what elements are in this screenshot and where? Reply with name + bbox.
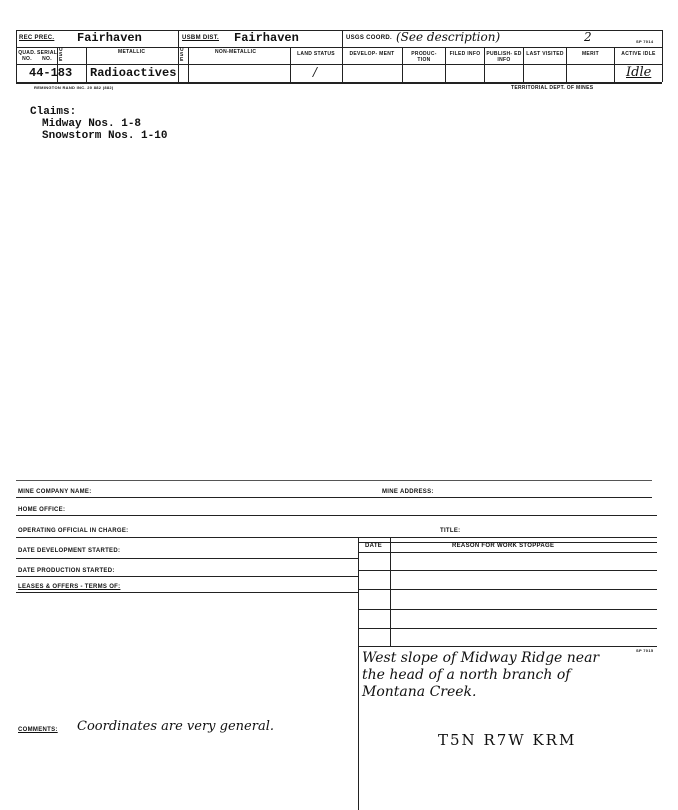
top-rule [16, 480, 652, 481]
claims-heading: Claims: [30, 106, 77, 118]
rec-prec-label: REC PREC. [19, 35, 55, 41]
vline [566, 47, 567, 82]
form-number: SP 7014 [636, 39, 654, 44]
operating-official-label: OPERATING OFFICIAL IN CHARGE: [18, 528, 129, 534]
location-line: West slope of Midway Ridge near [362, 650, 600, 666]
center-divider [358, 537, 359, 810]
col-merit: MERIT [581, 51, 600, 57]
rule [358, 628, 657, 629]
col-last-visited: LAST VISITED [526, 51, 564, 57]
rule [358, 609, 657, 610]
home-office-label: HOME OFFICE: [18, 507, 66, 513]
col-published-info: PUBLISH- ED INFO [486, 51, 522, 63]
vline [86, 47, 87, 82]
vline [290, 47, 291, 82]
date-development-label: DATE DEVELOPMENT STARTED: [18, 548, 121, 554]
rule [358, 646, 657, 647]
usgs-coord-value: (See description) [396, 30, 501, 44]
col-nonmetallic: NON-METALLIC [215, 49, 257, 55]
rule [358, 589, 657, 590]
vline [342, 30, 343, 82]
vline [402, 47, 403, 82]
location-line: the head of a north branch of [362, 667, 571, 683]
quad-serial-value: 44-183 [29, 66, 73, 80]
comments-label: COMMENTS: [18, 727, 58, 733]
vline [188, 47, 189, 82]
usbm-dist-label: USBM DIST. [182, 35, 220, 41]
col-quad-no: QUAD. NO. [18, 50, 36, 62]
col-serial-no: SERIAL NO. [37, 50, 58, 62]
township-range: T5N R7W KRM [438, 731, 577, 749]
col-active-idle: ACTIVE IDLE [621, 51, 656, 57]
rule [358, 570, 657, 571]
col-production: PRODUC- TION [411, 51, 437, 63]
date-column-label: DATE [365, 543, 383, 549]
mine-company-label: MINE COMPANY NAME: [18, 489, 92, 495]
usbm-dist-value: Fairhaven [234, 31, 299, 45]
col-land-status: LAND STATUS [297, 51, 335, 57]
usgs-coord-label: USGS COORD. [346, 35, 392, 41]
col-use-metallic: U S E [59, 47, 63, 63]
location-line: Montana Creek. [362, 684, 477, 700]
vline [484, 47, 485, 82]
rec-prec-value: Fairhaven [77, 31, 142, 45]
metallic-value: Radioactives [90, 66, 177, 80]
land-status-mark: / [313, 65, 318, 79]
vline [614, 47, 615, 82]
rule [16, 592, 358, 593]
date-divider [390, 537, 391, 646]
vline [662, 30, 663, 82]
mine-address-label: MINE ADDRESS: [382, 489, 434, 495]
leases-offers-label: LEASES & OFFERS - TERMS OF: [18, 584, 121, 590]
vline [178, 30, 179, 82]
rule [16, 558, 358, 559]
rule [358, 552, 657, 553]
dept-line: TERRITORIAL DEPT. OF MINES [511, 85, 594, 91]
coord-mark: 2 [584, 30, 592, 44]
col-use-nonmetallic: U S E [180, 47, 184, 63]
rule [16, 537, 657, 538]
comments-value: Coordinates are very general. [77, 719, 274, 734]
reason-stoppage-label: REASON FOR WORK STOPPAGE [452, 543, 555, 549]
claim-line: Midway Nos. 1-8 [42, 118, 142, 130]
vline [445, 47, 446, 82]
col-filed-info: FILED INFO [449, 51, 481, 57]
rule [16, 515, 657, 516]
col-development: DEVELOP- MENT [349, 51, 395, 57]
header-bottom-rule [16, 82, 662, 84]
active-idle-value: Idle [626, 65, 652, 80]
vline [523, 47, 524, 82]
printer-line: REMINGTON RAND INC. 20 882 (882) [34, 85, 114, 90]
claim-line: Snowstorm Nos. 1-10 [42, 130, 168, 142]
col-metallic: METALLIC [118, 49, 146, 55]
rule [16, 497, 652, 498]
rule [16, 576, 358, 577]
title-label: TITLE: [440, 528, 461, 534]
date-production-label: DATE PRODUCTION STARTED: [18, 568, 115, 574]
form-number-2: SP 7015 [636, 648, 654, 653]
